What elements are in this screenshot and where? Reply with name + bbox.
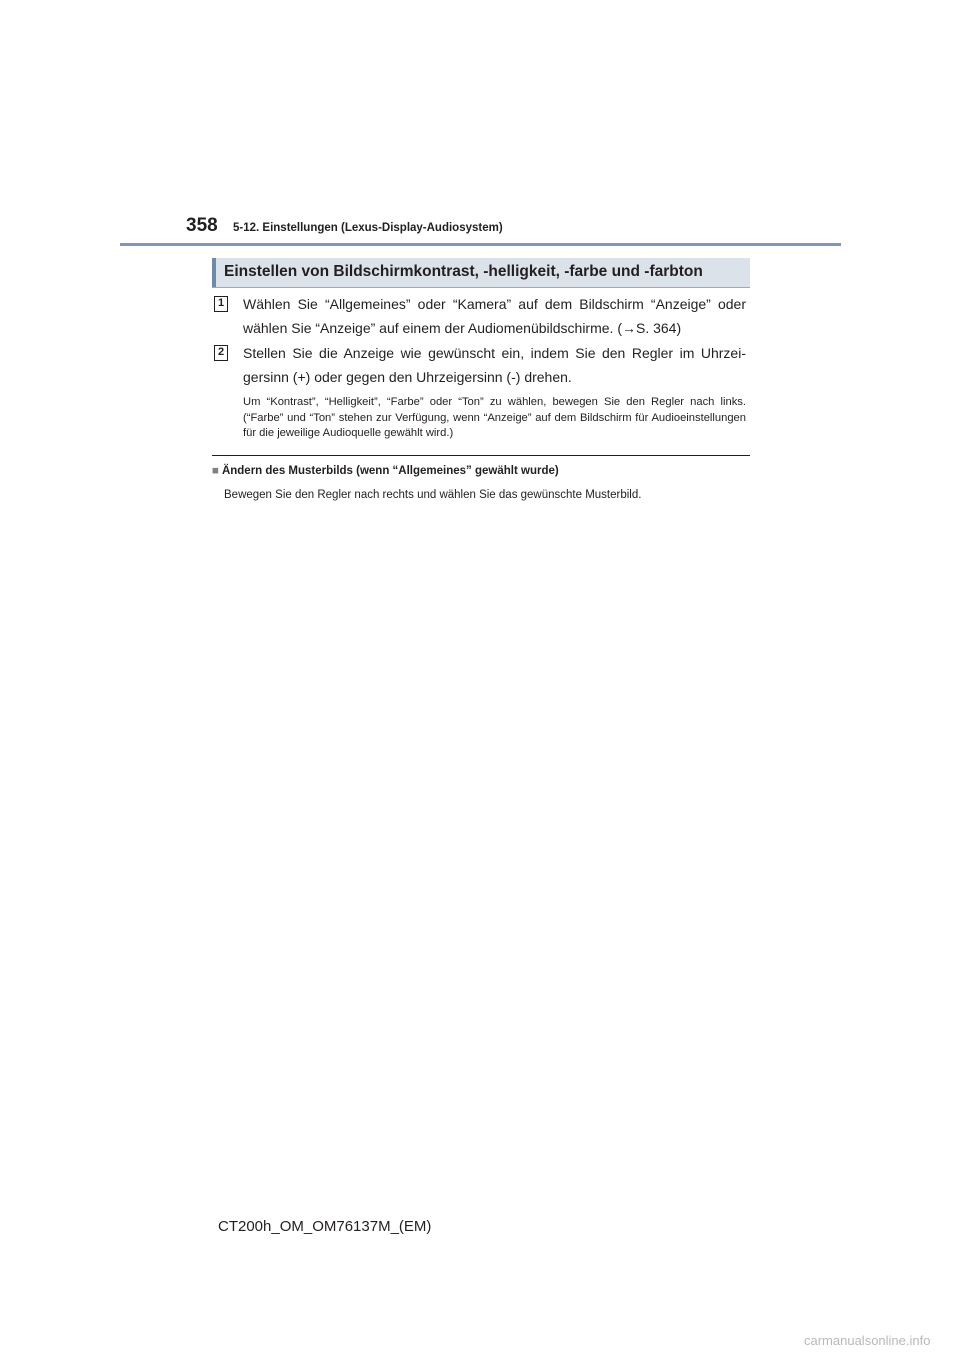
step-note: Um “Kontrast”, “Helligkeit”, “Farbe” oder “Ton” zu wählen, bewegen Sie den Regler nach links. (“Farbe” und “Ton” stehen zur Verfügung, wenn “Anzeige” auf dem Bildschirm für Audioeinstellungen für die jeweilige Audioquelle gewählt wird.)	[243, 396, 746, 439]
header-rule	[120, 243, 841, 246]
section-accent	[212, 258, 216, 287]
footer-code: CT200h_OM_OM76137M_(EM)	[218, 1218, 432, 1235]
chapter-title: 5-12. Einstellungen (Lexus-Display-Audiosystem)	[233, 222, 503, 234]
divider	[212, 455, 750, 456]
section-title: Einstellen von Bildschirmkontrast, -helligkeit, -farbe und -farbton	[224, 263, 703, 280]
bullet-square-icon: ■	[212, 465, 219, 477]
subsection-heading	[212, 465, 559, 477]
page-number: 358	[186, 215, 218, 236]
step-2-badge: 2	[214, 345, 228, 361]
step-1-badge: 1	[214, 296, 228, 312]
step-1-text: Wählen Sie “Allgemeines” oder “Kamera” auf dem Bildschirm “Anzeige” oder wählen Sie “Anzeige” auf einem der Audiomenübildschirme. (→S. 364)	[243, 296, 746, 336]
watermark: carmanualsonline.info	[804, 1333, 931, 1348]
step-2-text: Stellen Sie die Anzeige wie gewünscht ein, indem Sie den Regler im Uhrzei-gersinn (+) oder gegen den Uhrzeigersinn (-) drehen.	[243, 345, 746, 385]
subsection-heading-text: Ändern des Musterbilds (wenn “Allgemeines” gewählt wurde)	[221, 465, 559, 477]
section-header	[212, 258, 750, 288]
subsection-text: Bewegen Sie den Regler nach rechts und wählen Sie das gewünschte Musterbild.	[224, 489, 642, 501]
